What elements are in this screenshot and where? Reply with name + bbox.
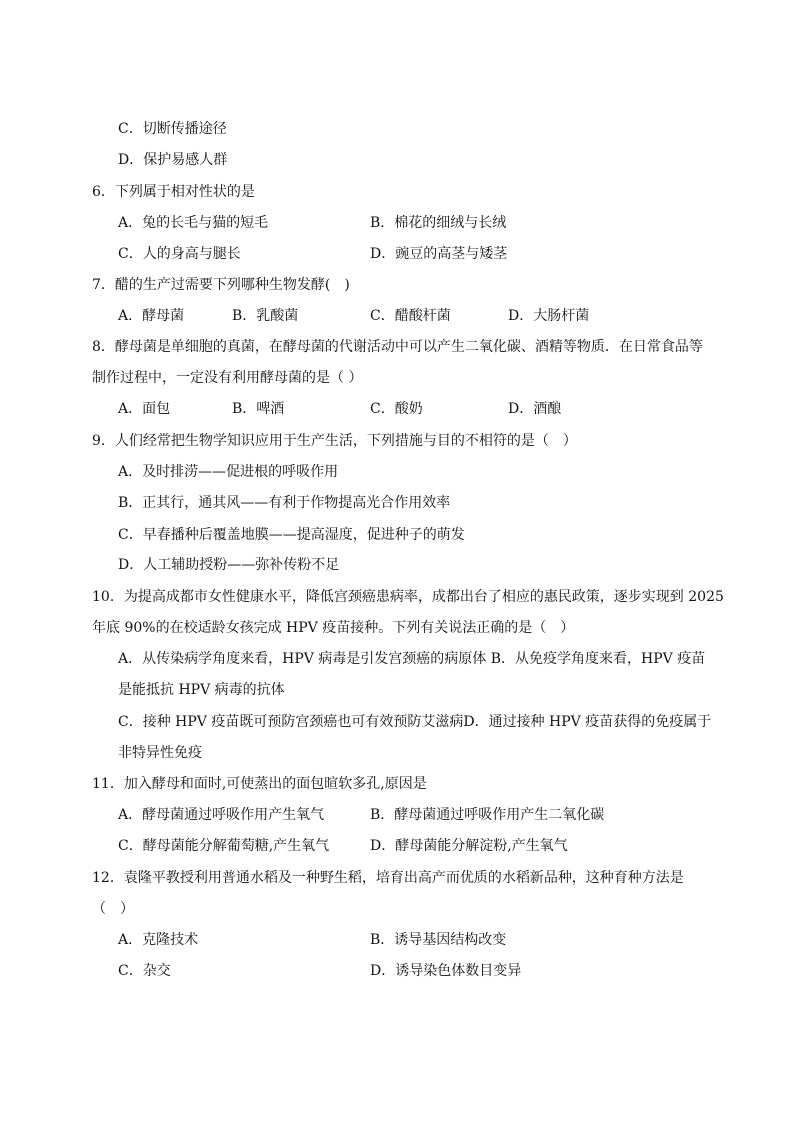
q12-option-b: B．诱导基因结构改变: [370, 932, 507, 948]
question-9: 9．人们经常把生物学知识应用于生产生活，下列措施与目的不相符的是（ ）: [92, 433, 577, 449]
q7-option-a: A．酵母菌: [118, 308, 185, 324]
q9-option-d: D．人工辅助授粉——弥补传粉不足: [118, 557, 340, 573]
q9-option-b: B．正其行，通其风——有利于作物提高光合作用效率: [118, 495, 451, 511]
question-10-line-2: 年底 90%的在校适龄女孩完成 HPV 疫苗接种。下列有关说法正确的是（ ）: [92, 620, 575, 636]
q10-option-cd-line-1: C．接种 HPV 疫苗既可预防宫颈癌也可有效预防艾滋病D．通过接种 HPV 疫苗获得的免疫属于: [118, 714, 712, 730]
q8-option-a: A．面包: [118, 401, 171, 417]
q9-option-c: C．早春播种后覆盖地膜——提高湿度，促进种子的萌发: [118, 527, 465, 543]
q11-option-c: C．酵母菌能分解葡萄糖,产生氧气: [118, 838, 330, 854]
q10-option-ab-line-2: 是能抵抗 HPV 病毒的抗体: [118, 682, 285, 698]
question-10-line-1: 10．为提高成都市女性健康水平，降低宫颈癌患病率，成都出台了相应的惠民政策，逐步实现到 2025: [92, 589, 724, 605]
q7-option-d: D．大肠杆菌: [508, 308, 590, 324]
question-11: 11．加入酵母和面时,可使蒸出的面包暄软多孔,原因是: [92, 776, 427, 792]
q11-option-b: B．酵母菌通过呼吸作用产生二氧化碳: [370, 807, 605, 823]
question-8-line-2: 制作过程中，一定没有利用酵母菌的是（ ）: [92, 370, 363, 386]
question-12-line-2: （ ）: [92, 901, 134, 917]
q8-option-d: D．酒酿: [508, 401, 562, 417]
question-6: 6．下列属于相对性状的是: [92, 184, 255, 200]
q8-option-c: C．酸奶: [370, 401, 423, 417]
question-8-line-1: 8．酵母菌是单细胞的真菌，在酵母菌的代谢活动中可以产生二氧化碳、酒精等物质．在日常食品等: [92, 339, 703, 355]
q6-option-b: B．棉花的细绒与长绒: [370, 215, 507, 231]
q6-option-a: A．兔的长毛与猫的短毛: [118, 215, 269, 231]
q11-option-d: D．酵母菌能分解淀粉,产生氧气: [370, 838, 568, 854]
q6-option-c: C．人的身高与腿长: [118, 246, 241, 262]
q6-option-d: D．豌豆的高茎与矮茎: [370, 246, 508, 262]
q8-option-b: B．啤酒: [232, 401, 285, 417]
question-7: 7．醋的生产过需要下列哪种生物发酵( ): [92, 277, 350, 293]
option-c: C．切断传播途径: [118, 121, 227, 137]
q12-option-d: D．诱导染色体数目变异: [370, 963, 522, 979]
question-12-line-1: 12．袁隆平教授利用普通水稻及一种野生稻，培育出高产而优质的水稻新品种，这种育种方法是: [92, 870, 684, 886]
q10-option-ab-line-1: A．从传染病学角度来看，HPV 病毒是引发宫颈癌的病原体 B．从免疫学角度来看，HPV 疫苗: [118, 651, 706, 667]
q12-option-c: C．杂交: [118, 963, 171, 979]
q10-option-cd-line-2: 非特异性免疫: [118, 745, 202, 761]
q7-option-b: B．乳酸菌: [232, 308, 299, 324]
option-d: D．保护易感人群: [118, 152, 228, 168]
q12-option-a: A．克隆技术: [118, 932, 199, 948]
q7-option-c: C．醋酸杆菌: [370, 308, 451, 324]
q11-option-a: A．酵母菌通过呼吸作用产生氧气: [118, 807, 325, 823]
q9-option-a: A．及时排涝——促进根的呼吸作用: [118, 464, 339, 480]
